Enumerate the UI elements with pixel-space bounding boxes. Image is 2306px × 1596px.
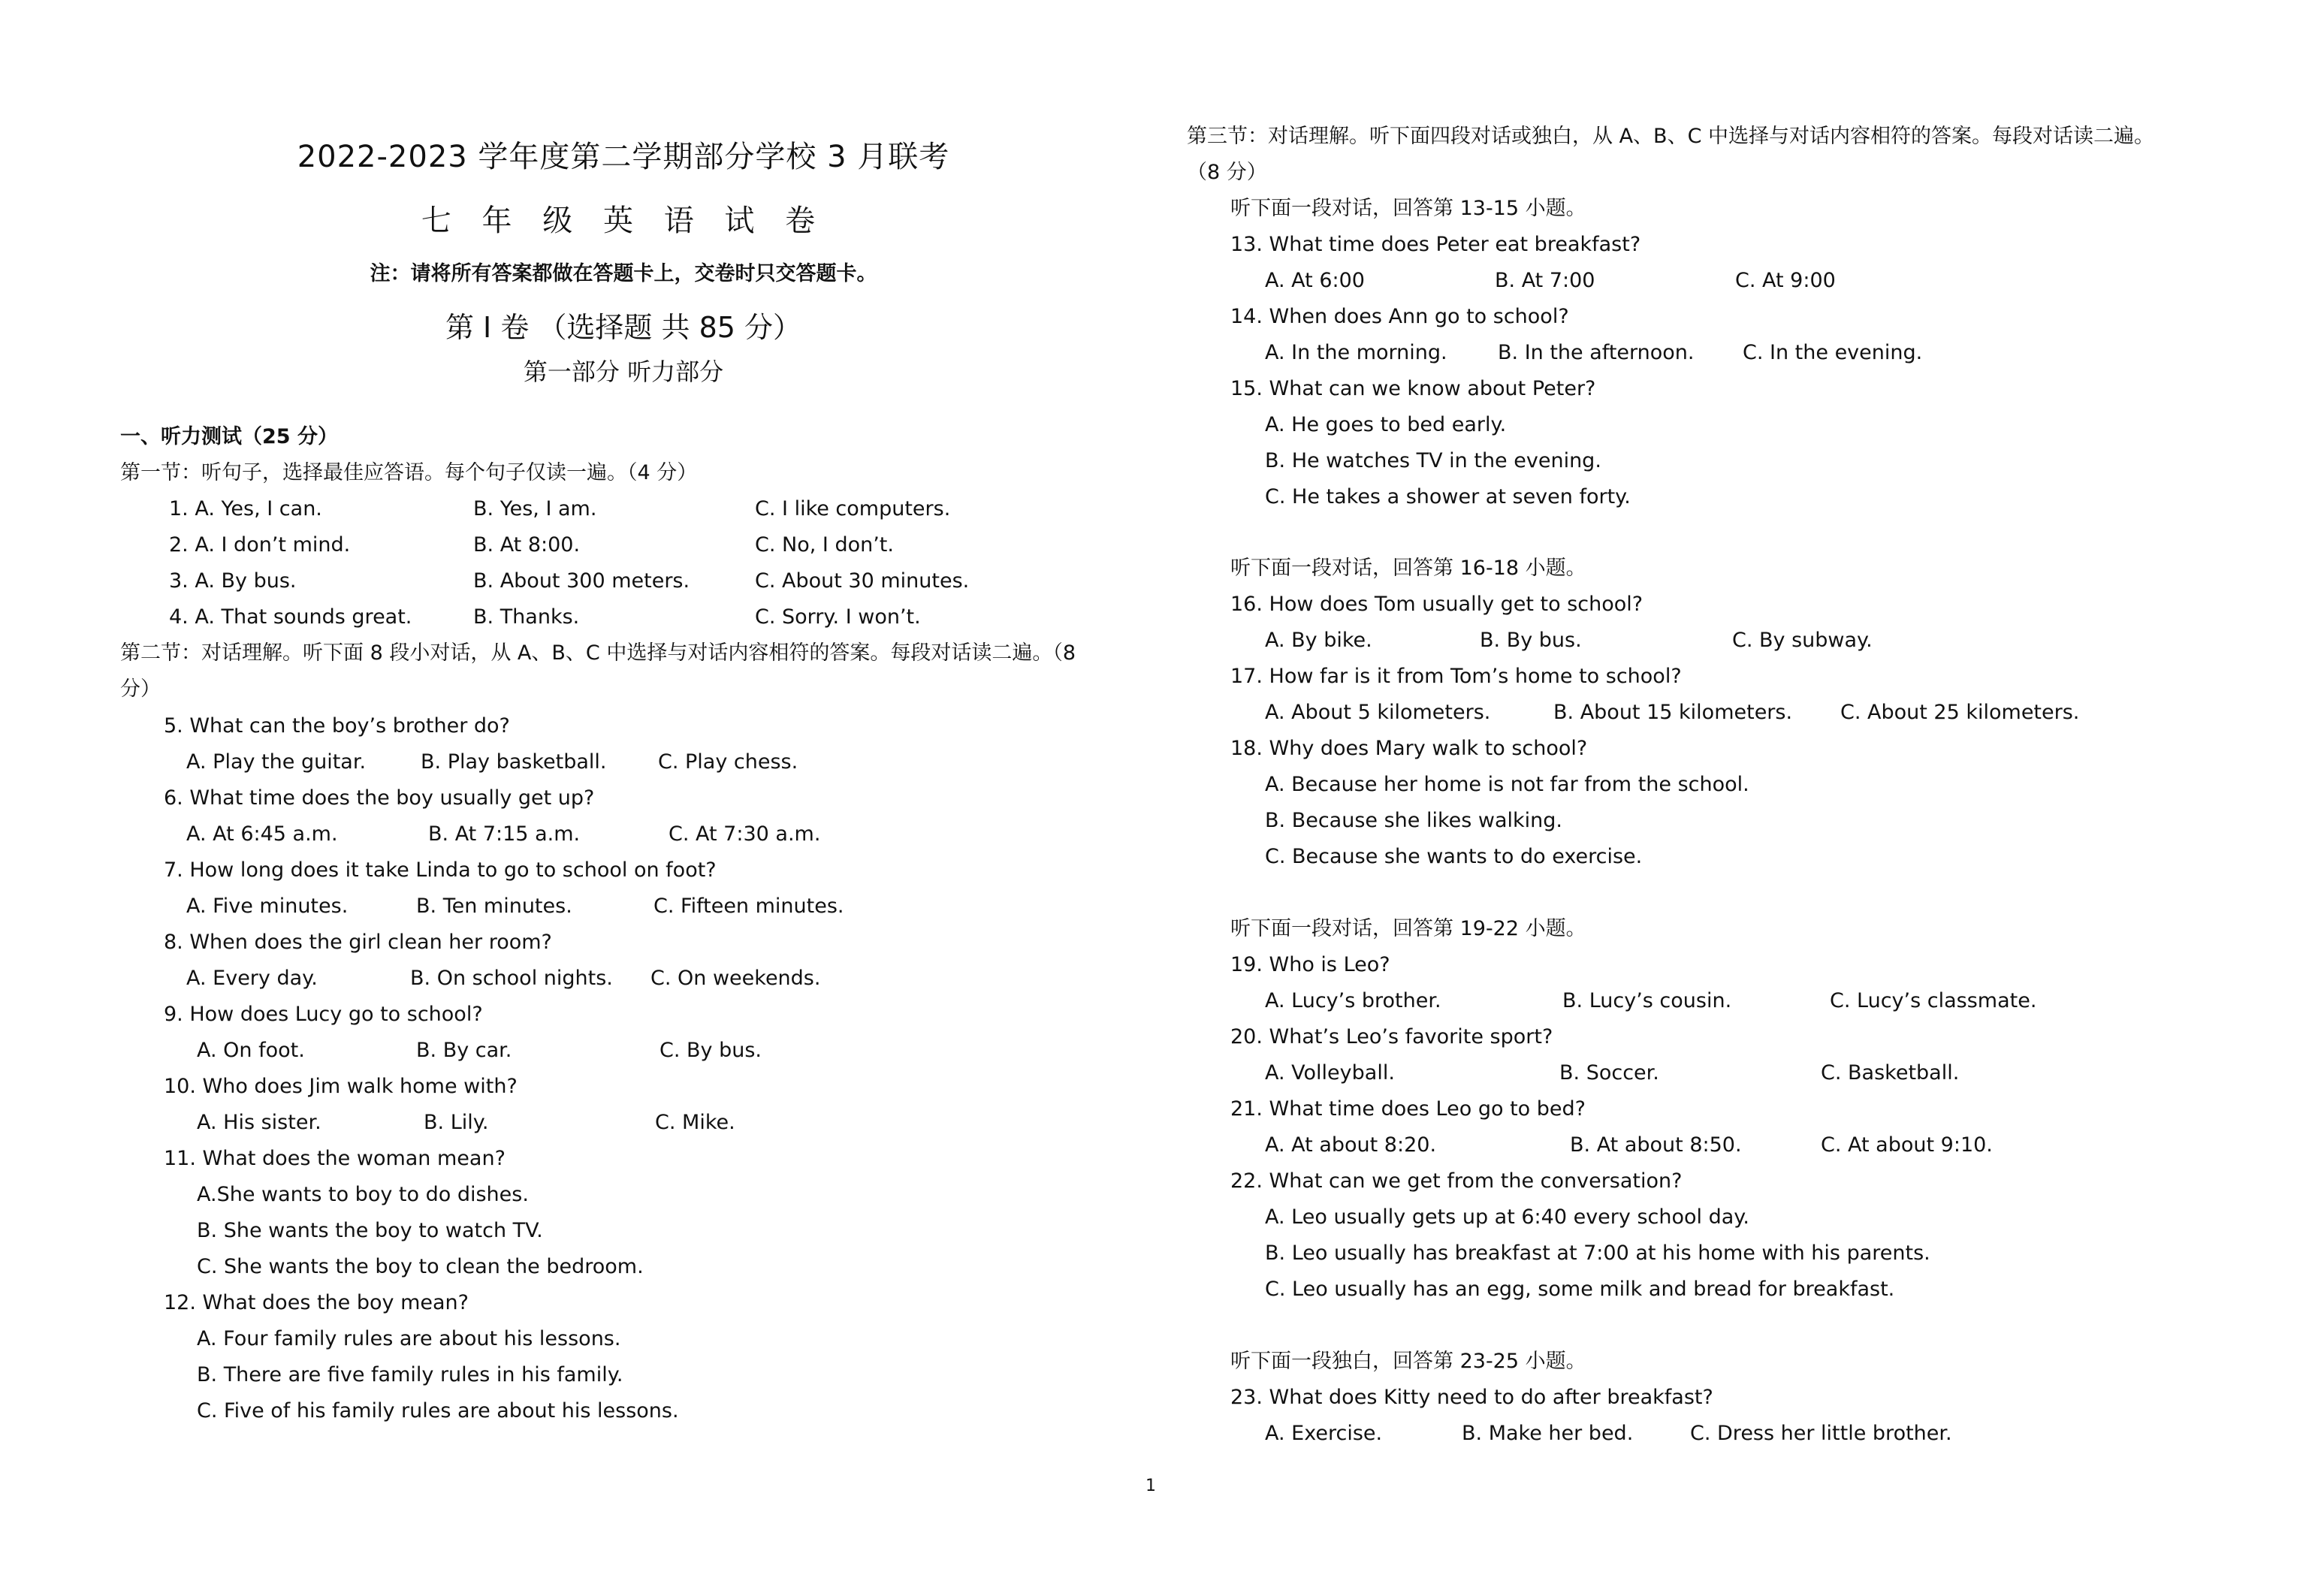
option-b: B. Thanks. — [473, 605, 580, 629]
option-c: C. Lucy’s classmate. — [1830, 989, 2037, 1012]
option-c: C. Dress her little brother. — [1690, 1422, 1952, 1445]
question-text: 12. What does the boy mean? — [164, 1291, 469, 1314]
option-b: B. At 7:00 — [1495, 269, 1595, 292]
option-a: A. Lucy’s brother. — [1265, 989, 1441, 1012]
exam-note: 注：请将所有答案都做在答题卡上，交卷时只交答题卡。 — [370, 262, 877, 285]
option-a: A. Because her home is not far from the school. — [1265, 773, 1749, 796]
option-a: A. At about 8:20. — [1265, 1133, 1437, 1157]
option-a: A. Four family rules are about his lessons. — [197, 1327, 621, 1350]
question-text: 22. What can we get from the conversation? — [1230, 1169, 1683, 1193]
question-text: 9. How does Lucy go to school? — [164, 1003, 483, 1026]
option-b: B. There are five family rules in his family. — [197, 1363, 623, 1386]
option-c: C. Basketball. — [1821, 1061, 1960, 1085]
option-c: C. Leo usually has an egg, some milk and bread for breakfast. — [1265, 1278, 1895, 1301]
option-a: A. Volleyball. — [1265, 1061, 1395, 1085]
option-c: C. About 25 kilometers. — [1840, 701, 2080, 724]
question-text: 16. How does Tom usually get to school? — [1230, 593, 1643, 616]
option-b: B. Ten minutes. — [416, 895, 572, 918]
option-a: A. Leo usually gets up at 6:40 every school day. — [1265, 1205, 1749, 1229]
section-instruction: 第三节：对话理解。听下面四段对话或独白，从 A、B、C 中选择与对话内容相符的答案。每段对话读二遍。 — [1187, 125, 2155, 148]
option-a: 1. A. Yes, I can. — [169, 497, 322, 520]
option-c: C. Sorry. I won’t. — [755, 605, 921, 629]
dialogue-heading: 听下面一段对话，回答第 13-15 小题。 — [1230, 197, 1586, 220]
option-b: B. About 15 kilometers. — [1553, 701, 1793, 724]
option-c: C. At 9:00 — [1735, 269, 1836, 292]
section-instruction: 第二节：对话理解。听下面 8 段小对话，从 A、B、C 中选择与对话内容相符的答案。每段对话读二遍。（8 — [120, 641, 1076, 665]
option-c: C. She wants the boy to clean the bedroom. — [197, 1255, 644, 1278]
option-b: B. About 300 meters. — [473, 569, 690, 593]
option-a: A. His sister. — [197, 1111, 321, 1134]
option-b: B. Yes, I am. — [473, 497, 597, 520]
option-b: B. At 7:15 a.m. — [428, 822, 581, 846]
option-c: C. In the evening. — [1743, 341, 1923, 364]
option-c: C. About 30 minutes. — [755, 569, 970, 593]
option-b: B. In the afternoon. — [1498, 341, 1695, 364]
grade-title: 七 年 级 英 语 试 卷 — [421, 204, 826, 238]
option-b: B. Lucy’s cousin. — [1562, 989, 1732, 1012]
option-c: C. Five of his family rules are about his lessons. — [197, 1399, 679, 1423]
option-a: A. At 6:45 a.m. — [186, 822, 338, 846]
option-c: C. He takes a shower at seven forty. — [1265, 485, 1631, 508]
dialogue-heading: 听下面一段对话，回答第 19-22 小题。 — [1230, 917, 1586, 940]
option-b: B. At 8:00. — [473, 533, 581, 557]
dialogue-heading: 听下面一段独白，回答第 23-25 小题。 — [1230, 1350, 1586, 1373]
question-text: 10. Who does Jim walk home with? — [164, 1075, 518, 1098]
option-b: B. By car. — [416, 1039, 512, 1062]
question-text: 23. What does Kitty need to do after breakfast? — [1230, 1386, 1713, 1409]
option-a: A. Five minutes. — [186, 895, 349, 918]
question-text: 11. What does the woman mean? — [164, 1147, 506, 1170]
question-text: 17. How far is it from Tom’s home to school? — [1230, 665, 1682, 688]
option-a: A. Play the guitar. — [186, 750, 367, 774]
option-b: B. At about 8:50. — [1570, 1133, 1742, 1157]
option-c: C. No, I don’t. — [755, 533, 894, 557]
option-b: B. Make her bed. — [1462, 1422, 1634, 1445]
question-text: 7. How long does it take Linda to go to school on foot? — [164, 858, 717, 882]
dialogue-heading: 听下面一段对话，回答第 16-18 小题。 — [1230, 557, 1586, 580]
question-text: 15. What can we know about Peter? — [1230, 377, 1596, 400]
section-instruction: 第一节：听句子，选择最佳应答语。每个句子仅读一遍。（4 分） — [120, 461, 698, 484]
option-b: B. On school nights. — [410, 967, 613, 990]
option-b: B. She wants the boy to watch TV. — [197, 1219, 543, 1242]
option-a: A. By bike. — [1265, 629, 1372, 652]
question-text: 20. What’s Leo’s favorite sport? — [1230, 1025, 1553, 1048]
question-text: 5. What can the boy’s brother do? — [164, 714, 510, 738]
question-text: 13. What time does Peter eat breakfast? — [1230, 233, 1641, 256]
option-a: A. On foot. — [197, 1039, 305, 1062]
option-c: C. I like computers. — [755, 497, 951, 520]
option-b: B. He watches TV in the evening. — [1265, 449, 1601, 472]
exam-title: 2022-2023 学年度第二学期部分学校 3 月联考 — [297, 140, 950, 174]
option-b: B. Lily. — [424, 1111, 489, 1134]
option-a: A. Exercise. — [1265, 1422, 1383, 1445]
option-c: C. At 7:30 a.m. — [669, 822, 821, 846]
option-a: A. About 5 kilometers. — [1265, 701, 1491, 724]
option-b: B. Play basketball. — [421, 750, 607, 774]
option-a: A. In the morning. — [1265, 341, 1447, 364]
option-c: C. Mike. — [655, 1111, 735, 1134]
page-number: 1 — [1145, 1477, 1156, 1495]
option-a: A. He goes to bed early. — [1265, 413, 1507, 436]
option-a: 2. A. I don’t mind. — [169, 533, 351, 557]
option-b: B. Leo usually has breakfast at 7:00 at his home with his parents. — [1265, 1242, 1930, 1265]
question-text: 6. What time does the boy usually get up? — [164, 786, 595, 810]
option-a: A. At 6:00 — [1265, 269, 1365, 292]
option-c: C. By subway. — [1732, 629, 1873, 652]
volume-title: 第 I 卷 （选择题 共 85 分） — [445, 311, 802, 344]
question-text: 8. When does the girl clean her room? — [164, 931, 552, 954]
section-instruction-cont: （8 分） — [1187, 161, 1267, 184]
question-text: 14. When does Ann go to school? — [1230, 305, 1569, 328]
option-c: C. Play chess. — [658, 750, 798, 774]
option-c: C. Because she wants to do exercise. — [1265, 845, 1643, 868]
option-a: A.She wants to boy to do dishes. — [197, 1183, 529, 1206]
option-a: A. Every day. — [186, 967, 318, 990]
option-a: 4. A. That sounds great. — [169, 605, 412, 629]
section-heading: 一、听力测试（25 分） — [120, 425, 338, 448]
option-b: B. Because she likes walking. — [1265, 809, 1562, 832]
section-instruction-cont: 分） — [120, 677, 161, 701]
option-b: B. By bus. — [1480, 629, 1582, 652]
part-title: 第一部分 听力部分 — [523, 358, 724, 386]
option-b: B. Soccer. — [1559, 1061, 1659, 1085]
question-text: 18. Why does Mary walk to school? — [1230, 737, 1588, 760]
question-text: 21. What time does Leo go to bed? — [1230, 1097, 1586, 1121]
option-c: C. Fifteen minutes. — [653, 895, 844, 918]
option-c: C. At about 9:10. — [1821, 1133, 1993, 1157]
option-c: C. On weekends. — [650, 967, 821, 990]
option-c: C. By bus. — [660, 1039, 762, 1062]
question-text: 19. Who is Leo? — [1230, 953, 1390, 976]
option-a: 3. A. By bus. — [169, 569, 297, 593]
